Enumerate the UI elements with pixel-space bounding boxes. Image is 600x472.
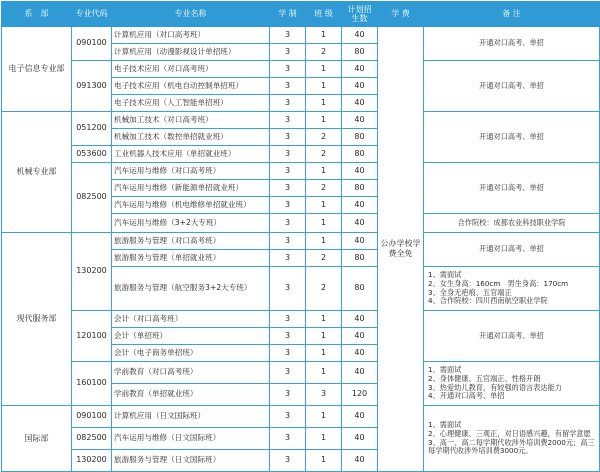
major-name: 电子技术应用（人工智能单招班）: [112, 95, 270, 112]
classes-cell: 2: [306, 146, 342, 163]
classes-cell: 1: [306, 450, 342, 472]
plan-cell: 80: [342, 267, 378, 311]
header-name: 专业名称: [112, 2, 270, 27]
classes-cell: 1: [306, 362, 342, 384]
enrollment-table: [1, 1, 600, 472]
plan-cell: 40: [342, 163, 378, 180]
major-code: 091300: [72, 61, 112, 112]
classes-cell: 1: [306, 345, 342, 362]
classes-cell: 1: [306, 311, 342, 328]
header-years: 学 制: [270, 2, 306, 27]
major-name: 汽车运用与维修（日文国际班）: [112, 428, 270, 450]
major-name: 旅游服务与管理（日文国际班）: [112, 450, 270, 472]
years-cell: 3: [270, 406, 306, 428]
classes-cell: 1: [306, 233, 342, 250]
remark-cell: 开通对口高考、单招: [424, 27, 600, 61]
remark-cell: 合作院校：成都农业科技职业学院: [424, 214, 600, 233]
years-cell: 3: [270, 27, 306, 44]
header-classes: 班 级: [306, 2, 342, 27]
plan-cell: 40: [342, 406, 378, 428]
plan-cell: 40: [342, 450, 378, 472]
plan-cell: 40: [342, 328, 378, 345]
major-name: 汽车运用与维修（3+2大专班）: [112, 214, 270, 233]
table-row: [2, 311, 600, 328]
remark-line: 3、高一、高二每学期代收涉外培训费2000元；高三每学期代收涉外培训费3000元。: [428, 437, 595, 456]
classes-cell: 1: [306, 428, 342, 450]
plan-cell: 40: [342, 61, 378, 78]
classes-cell: 1: [306, 163, 342, 180]
years-cell: 3: [270, 180, 306, 197]
years-cell: 3: [270, 362, 306, 384]
remark-line: 4、合作院校：四川西南航空职业学院: [428, 296, 548, 306]
remark-cell: [424, 362, 600, 406]
major-code: 160100: [72, 362, 112, 406]
major-name: 工业机器人技术应用（单招就业班）: [112, 146, 270, 163]
table-row: [2, 233, 600, 250]
major-name: 汽车运用与维修（新能源单招就业班）: [112, 180, 270, 197]
plan-cell: 40: [342, 214, 378, 233]
plan-cell: 40: [342, 112, 378, 129]
classes-cell: 3: [306, 384, 342, 406]
major-code: 082500: [72, 428, 112, 450]
remark-cell: 开通对口高考、单招: [424, 311, 600, 362]
header-code: 专业代码: [72, 2, 112, 27]
major-name: 汽车运用与维修（机电维修单招就业班）: [112, 197, 270, 214]
remark-cell: 开通对口高考、单招: [424, 61, 600, 112]
dept-modern-services: 现代服务部: [2, 233, 72, 406]
major-code: 130200: [72, 450, 112, 472]
classes-cell: 1: [306, 78, 342, 95]
remark-cell: 开通对口高考、单招: [424, 163, 600, 214]
remark-cell: 开通对口高考、单招: [424, 233, 600, 267]
classes-cell: 1: [306, 214, 342, 233]
classes-cell: 1: [306, 27, 342, 44]
classes-cell: 2: [306, 267, 342, 311]
header-row: [2, 2, 600, 27]
classes-cell: 1: [306, 61, 342, 78]
classes-cell: 1: [306, 328, 342, 345]
header-plan: 计划招生数: [342, 2, 378, 27]
years-cell: 3: [270, 146, 306, 163]
plan-cell: 80: [342, 129, 378, 146]
years-cell: 3: [270, 328, 306, 345]
major-name: 旅游服务与管理（单招就业班）: [112, 250, 270, 267]
plan-cell: 40: [342, 197, 378, 214]
years-cell: 3: [270, 345, 306, 362]
header-remark: 备 注: [424, 2, 600, 27]
major-code: 053600: [72, 146, 112, 163]
years-cell: 3: [270, 267, 306, 311]
major-name: 机械加工技术（对口高考班）: [112, 112, 270, 129]
classes-cell: 2: [306, 44, 342, 61]
classes-cell: 1: [306, 112, 342, 129]
plan-cell: 40: [342, 362, 378, 384]
remark-cell: [424, 406, 600, 472]
fee-cell: 公办学校学费全免: [378, 27, 424, 472]
years-cell: 3: [270, 428, 306, 450]
major-name: 计算机应用（对口高考班）: [112, 27, 270, 44]
classes-cell: 1: [306, 406, 342, 428]
plan-cell: 80: [342, 180, 378, 197]
plan-cell: 80: [342, 44, 378, 61]
years-cell: 3: [270, 233, 306, 250]
header-fee: 学 费: [378, 2, 424, 27]
major-name: 学前教育（对口高考班）: [112, 362, 270, 384]
table-row: [2, 61, 600, 78]
remark-cell: [424, 267, 600, 311]
dept-electronics: 电子信息专业部: [2, 27, 72, 112]
remark-line: 3、热爱幼儿教育，有较强的语言表达能力: [428, 382, 562, 392]
dept-international: 国际部: [2, 406, 72, 472]
remark-line: 3、全身无疤痕、五官端正: [428, 287, 512, 297]
header-dept: 系 部: [2, 2, 72, 27]
major-name: 计算机应用（动漫影视设计单招班）: [112, 44, 270, 61]
table-row: [2, 406, 600, 428]
major-name: 会计（电子商务单招班）: [112, 345, 270, 362]
major-name: 机械加工技术（数控单招就业班）: [112, 129, 270, 146]
major-name: 会计（单招班）: [112, 328, 270, 345]
years-cell: 3: [270, 384, 306, 406]
plan-cell: 40: [342, 27, 378, 44]
years-cell: 3: [270, 61, 306, 78]
remark-line: 2、身体健康、五官端正、性格开朗: [428, 373, 541, 383]
remark-line: 2、心理健康、三观正，对日语感兴趣，有留学意愿: [428, 428, 591, 438]
years-cell: 3: [270, 250, 306, 267]
remark-cell: 开通对口高考、单招: [424, 112, 600, 163]
remark-line: 1、需面试: [428, 420, 462, 430]
major-code: 130200: [72, 233, 112, 311]
major-code: 051200: [72, 112, 112, 146]
major-code: 090100: [72, 27, 112, 61]
table-row: [2, 163, 600, 180]
years-cell: 3: [270, 163, 306, 180]
major-name: 旅游服务与管理（航空服务3+2大专班）: [112, 267, 270, 311]
plan-cell: 40: [342, 311, 378, 328]
dept-mechanical: 机械专业部: [2, 112, 72, 233]
plan-cell: 80: [342, 146, 378, 163]
classes-cell: 2: [306, 250, 342, 267]
plan-cell: 120: [342, 384, 378, 406]
years-cell: 3: [270, 197, 306, 214]
classes-cell: 2: [306, 129, 342, 146]
major-name: 计算机应用（日文国际班）: [112, 406, 270, 428]
plan-cell: 80: [342, 250, 378, 267]
table-row: [2, 362, 600, 384]
major-code: 082500: [72, 163, 112, 233]
major-name: 电子技术应用（机电自动控制单招班）: [112, 78, 270, 95]
years-cell: 3: [270, 44, 306, 61]
major-code: 090100: [72, 406, 112, 428]
major-name: 会计（对口高考班）: [112, 311, 270, 328]
remark-line: 2、女生身高：160cm 男生身高：170cm: [428, 278, 569, 288]
plan-cell: 40: [342, 95, 378, 112]
remark-line: 4、开通对口高考、单招: [428, 391, 505, 401]
major-name: 汽车运用与维修（对口高考班）: [112, 163, 270, 180]
years-cell: 3: [270, 129, 306, 146]
years-cell: 3: [270, 214, 306, 233]
classes-cell: 1: [306, 197, 342, 214]
years-cell: 3: [270, 450, 306, 472]
years-cell: 3: [270, 112, 306, 129]
plan-cell: 40: [342, 345, 378, 362]
major-name: 电子技术应用（对口高考班）: [112, 61, 270, 78]
plan-cell: 40: [342, 78, 378, 95]
remark-line: 1、需面试: [428, 365, 462, 375]
years-cell: 3: [270, 95, 306, 112]
remark-line: 1、需面试: [428, 270, 462, 280]
table-row: [2, 112, 600, 129]
table-row: [2, 27, 600, 44]
major-name: 学前教育（单招就业班）: [112, 384, 270, 406]
classes-cell: 1: [306, 95, 342, 112]
major-name: 旅游服务与管理（对口高考班）: [112, 233, 270, 250]
years-cell: 3: [270, 311, 306, 328]
years-cell: 3: [270, 78, 306, 95]
plan-cell: 40: [342, 428, 378, 450]
major-code: 120100: [72, 311, 112, 362]
classes-cell: 2: [306, 180, 342, 197]
plan-cell: 40: [342, 233, 378, 250]
